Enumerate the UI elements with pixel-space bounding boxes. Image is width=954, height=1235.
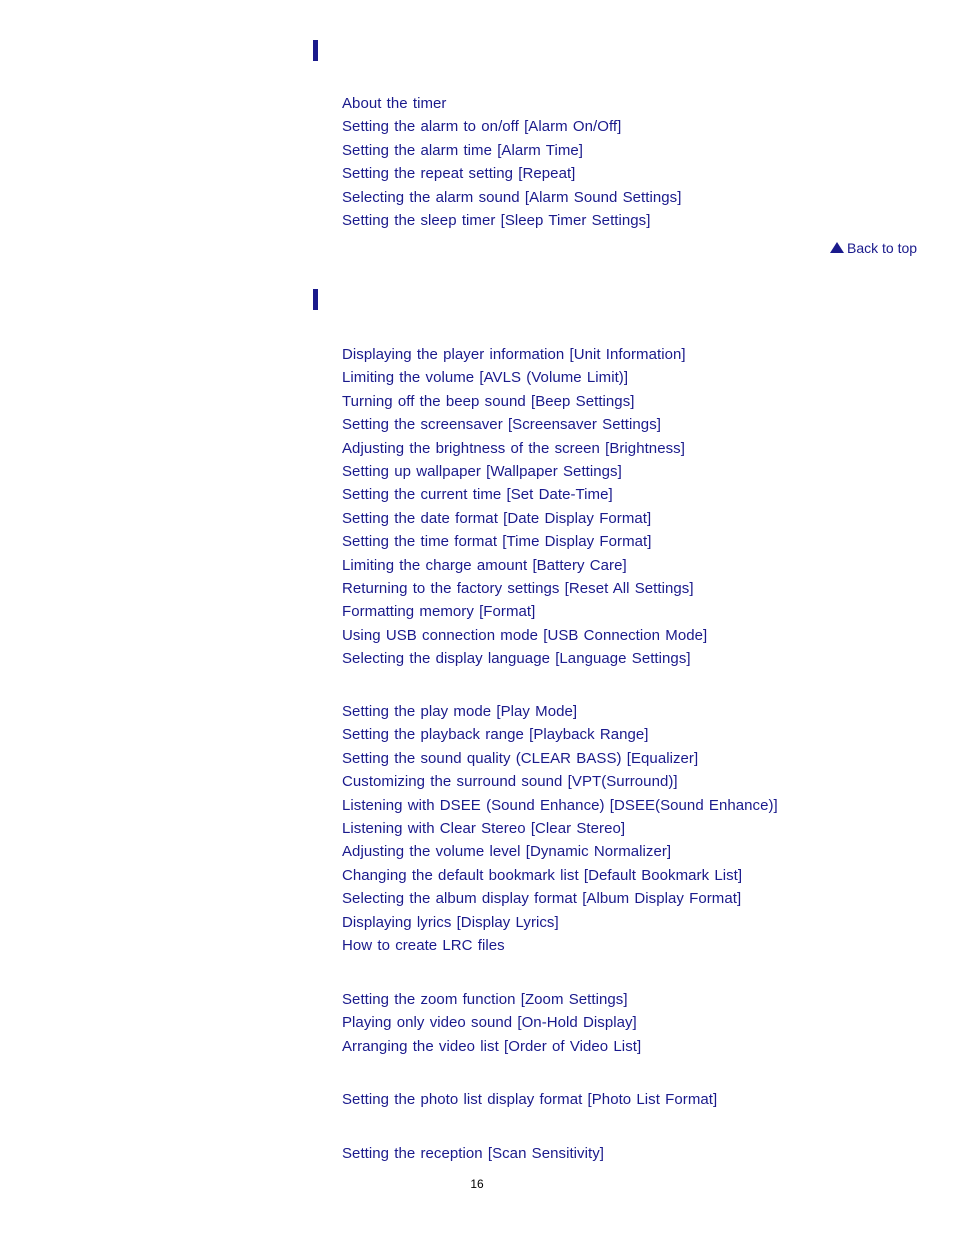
toc-link[interactable]: Setting up wallpaper [Wallpaper Settings] [342, 462, 622, 480]
section-marker-timer [313, 40, 318, 61]
toc-link[interactable]: Setting the alarm time [Alarm Time] [342, 141, 583, 159]
toc-link[interactable]: Setting the date format [Date Display Format] [342, 509, 652, 527]
toc-link[interactable]: Playing only video sound [On-Hold Display] [342, 1014, 637, 1032]
common-settings-link-list [342, 343, 707, 670]
toc-link[interactable]: Setting the play mode [Play Mode] [342, 703, 578, 720]
toc-link[interactable]: Adjusting the volume level [Dynamic Normalizer] [342, 843, 672, 861]
radio-settings-link-list [342, 1142, 604, 1165]
toc-link[interactable]: Displaying lyrics [Display Lyrics] [342, 913, 559, 931]
toc-link[interactable]: Listening with Clear Stereo [Clear Stereo] [342, 819, 626, 837]
toc-link[interactable]: How to create LRC files [342, 936, 505, 954]
toc-link[interactable]: Customizing the surround sound [VPT(Surround)] [342, 773, 678, 791]
toc-link[interactable]: Limiting the charge amount [Battery Care] [342, 556, 627, 574]
toc-link[interactable]: Setting the current time [Set Date-Time] [342, 486, 613, 504]
toc-link[interactable]: Using USB connection mode [USB Connection Mode] [342, 626, 708, 644]
toc-link[interactable]: Returning to the factory settings [Reset All Settings] [342, 579, 694, 597]
toc-link[interactable]: Selecting the album display format [Album Display Format] [342, 890, 742, 908]
page-number: 16 [470, 1177, 484, 1191]
toc-link[interactable]: Setting the sleep timer [Sleep Timer Settings] [342, 211, 651, 229]
section-marker-settings [313, 289, 318, 310]
toc-link[interactable]: Setting the sound quality (CLEAR BASS) [Equalizer] [342, 749, 699, 767]
photo-settings-link-list [342, 1088, 717, 1111]
toc-link[interactable]: Setting the repeat setting [Repeat] [342, 165, 576, 183]
toc-link[interactable]: Formatting memory [Format] [342, 603, 536, 621]
toc-link[interactable]: Setting the reception [Scan Sensitivity] [342, 1145, 604, 1162]
toc-link[interactable]: Setting the screensaver [Screensaver Settings] [342, 416, 661, 434]
back-to-top-link[interactable] [830, 240, 917, 256]
toc-link[interactable]: Changing the default bookmark list [Default Bookmark List] [342, 866, 743, 884]
video-settings-link-list [342, 988, 641, 1058]
timer-link-list [342, 92, 681, 232]
toc-link[interactable]: Arranging the video list [Order of Video List] [342, 1037, 642, 1055]
toc-link[interactable]: Displaying the player information [Unit Information] [342, 346, 686, 363]
toc-link[interactable]: Setting the playback range [Playback Range] [342, 726, 649, 744]
toc-link[interactable]: Setting the alarm to on/off [Alarm On/Off] [342, 118, 622, 136]
back-to-top-label: Back to top [847, 240, 918, 256]
toc-link[interactable]: Selecting the display language [Language Settings] [342, 650, 691, 668]
toc-link[interactable]: Limiting the volume [AVLS (Volume Limit)] [342, 369, 629, 387]
toc-link[interactable]: Adjusting the brightness of the screen [Brightness] [342, 439, 685, 457]
toc-link[interactable]: Setting the time format [Time Display Format] [342, 533, 652, 551]
toc-link[interactable]: Listening with DSEE (Sound Enhance) [DSEE(Sound Enhance)] [342, 796, 778, 814]
toc-link[interactable]: Selecting the alarm sound [Alarm Sound Settings] [342, 188, 682, 206]
toc-link[interactable]: Turning off the beep sound [Beep Settings] [342, 392, 635, 410]
toc-link[interactable]: Setting the photo list display format [Photo List Format] [342, 1091, 718, 1108]
up-arrow-icon [830, 242, 844, 253]
toc-link[interactable]: About the timer [342, 95, 447, 112]
toc-link[interactable]: Setting the zoom function [Zoom Settings] [342, 991, 628, 1008]
music-settings-link-list [342, 700, 778, 957]
